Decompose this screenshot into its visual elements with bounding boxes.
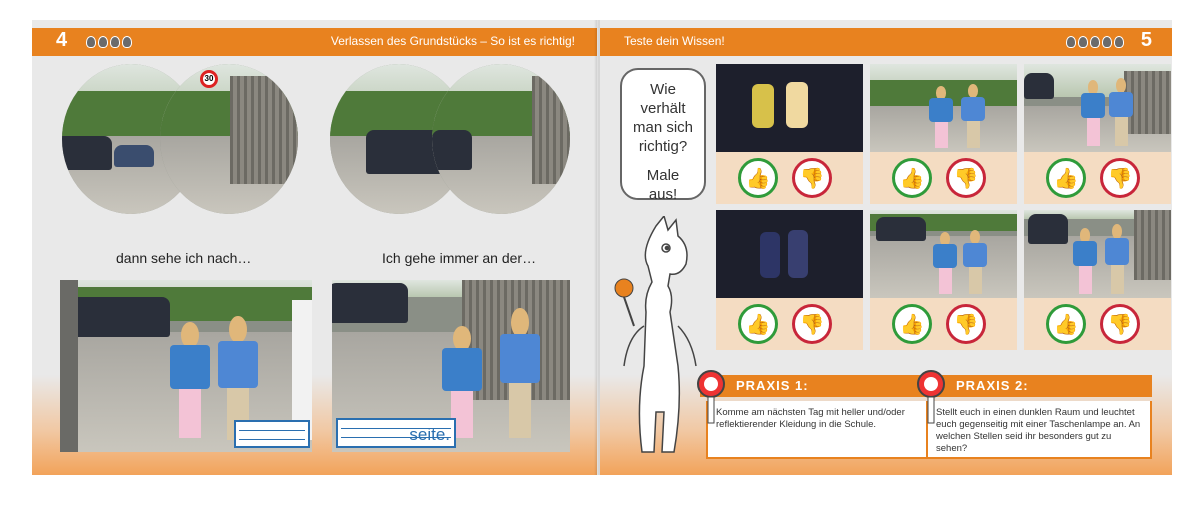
quiz-photo-night-reflective <box>716 64 863 152</box>
thumbs-down-icon[interactable]: 👎 <box>1100 158 1140 198</box>
header-bar <box>600 28 1172 56</box>
praxis-header <box>700 375 932 397</box>
difficulty-dot <box>1066 36 1076 48</box>
praxis-text: Komme am nächsten Tag mit heller und/oder reflektierender Kleidung in die Schule. <box>706 401 932 459</box>
thumbs-down-icon[interactable]: 👎 <box>792 158 832 198</box>
child-girl <box>168 322 212 438</box>
difficulty-dots <box>86 36 132 48</box>
difficulty-dot <box>86 36 96 48</box>
quiz-cell-5 <box>870 210 1017 350</box>
answer-choices <box>716 298 863 350</box>
answer-choices <box>716 152 863 204</box>
answer-choices <box>1024 152 1171 204</box>
thumbs-up-icon[interactable]: 👍 <box>738 158 778 198</box>
praxis-title: PRAXIS 2: <box>956 378 1029 393</box>
header-bar <box>32 28 597 56</box>
binocular-right-lens <box>432 64 570 214</box>
speech-line: aus! <box>648 186 678 203</box>
thumbs-down-icon[interactable]: 👎 <box>1100 304 1140 344</box>
quiz-photo-children-fence-side <box>1024 64 1171 152</box>
speech-line: verhält <box>640 100 686 117</box>
page-5 <box>600 20 1172 475</box>
quiz-photo-night-dark-clothes <box>716 210 863 298</box>
quiz-cell-6 <box>1024 210 1171 350</box>
writing-box[interactable] <box>336 418 456 448</box>
traffic-paddle-icon <box>696 369 726 425</box>
speech-bubble <box>620 68 706 203</box>
photo-children-on-sidewalk <box>332 280 570 452</box>
page-title: Teste dein Wissen! <box>624 34 725 48</box>
speech-line: Male <box>646 167 680 184</box>
quiz-cell-4 <box>716 210 863 350</box>
difficulty-dot <box>1078 36 1088 48</box>
quiz-photo-children-sidewalk <box>1024 210 1171 298</box>
thumbs-up-icon[interactable]: 👍 <box>892 304 932 344</box>
difficulty-dot <box>1102 36 1112 48</box>
difficulty-dot <box>110 36 120 48</box>
speed-limit-sign: 30 <box>200 70 218 88</box>
praxis-box-2 <box>920 375 1152 461</box>
page-title: Verlassen des Grundstücks – So ist es richtig! <box>330 34 575 48</box>
thumbs-up-icon[interactable]: 👍 <box>1046 158 1086 198</box>
thumbs-down-icon[interactable]: 👎 <box>792 304 832 344</box>
difficulty-dot <box>1090 36 1100 48</box>
speech-line: man sich <box>632 119 694 136</box>
writing-box[interactable] <box>234 420 310 448</box>
thumbs-up-icon[interactable]: 👍 <box>738 304 778 344</box>
page-number: 5 <box>1140 29 1152 51</box>
answer-word: seite. <box>409 425 450 444</box>
traffic-paddle-icon <box>916 369 946 425</box>
thumbs-up-icon[interactable]: 👍 <box>1046 304 1086 344</box>
difficulty-dots <box>1066 36 1124 48</box>
difficulty-dot <box>122 36 132 48</box>
quiz-photo-children-at-gate <box>870 210 1017 298</box>
answer-choices <box>870 152 1017 204</box>
llama-mascot-illustration <box>604 216 714 466</box>
difficulty-dot <box>1114 36 1124 48</box>
page-number: 4 <box>56 29 68 51</box>
thumbs-down-icon[interactable]: 👎 <box>946 158 986 198</box>
child-boy <box>498 308 542 438</box>
caption-1: dann sehe ich nach… <box>116 250 252 266</box>
booklet-spread <box>32 20 1172 475</box>
praxis-box-1 <box>700 375 932 461</box>
answer-choices <box>870 298 1017 350</box>
binocular-right-lens <box>160 64 298 214</box>
caption-2: Ich gehe immer an der… <box>382 250 537 266</box>
answer-choices <box>1024 298 1171 350</box>
photo-children-at-gate <box>60 280 312 452</box>
praxis-title: PRAXIS 1: <box>736 378 809 393</box>
page-4 <box>32 20 597 475</box>
speech-line: Wie <box>650 81 676 98</box>
difficulty-dot <box>98 36 108 48</box>
quiz-cell-1 <box>716 64 863 204</box>
thumbs-up-icon[interactable]: 👍 <box>892 158 932 198</box>
quiz-photo-children-road-side <box>870 64 1017 152</box>
quiz-cell-2 <box>870 64 1017 204</box>
speech-line: richtig? <box>638 138 688 155</box>
praxis-text: Stellt euch in einen dunklen Raum und leuchtet euch gegenseitig mit einer Taschenlampe an. An welchen Stellen seid ihr besonders gut zu sehen? <box>926 401 1152 459</box>
quiz-cell-3 <box>1024 64 1171 204</box>
thumbs-down-icon[interactable]: 👎 <box>946 304 986 344</box>
praxis-header <box>920 375 1152 397</box>
